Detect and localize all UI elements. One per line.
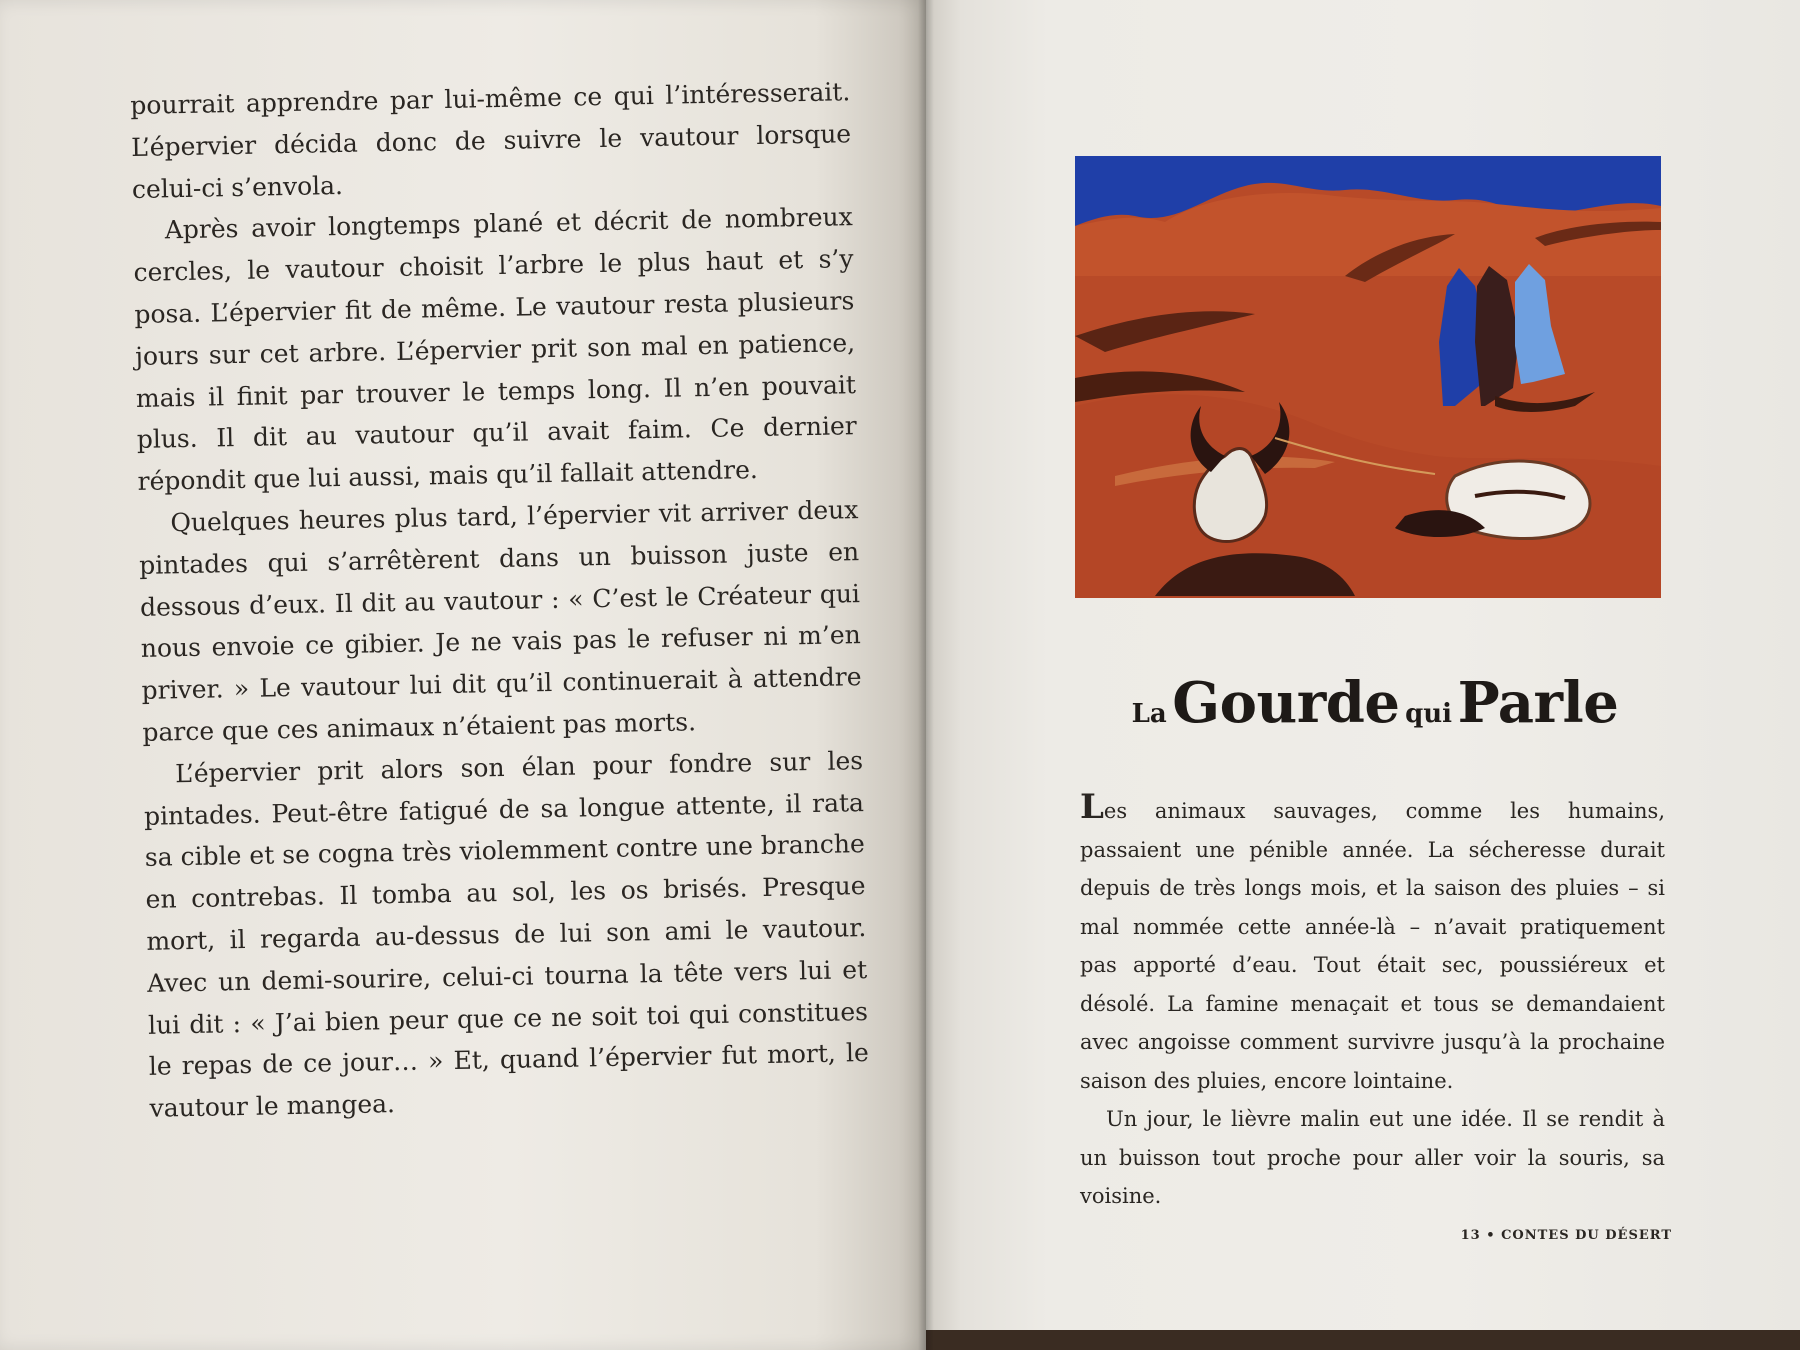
right-page-text bbox=[1080, 787, 1665, 1216]
left-paragraph: Quelques heures plus tard, l’épervier vit arriver deux pintades qui s’arrêtèrent dans un buisson juste en dessous d’eux. Il dit au vautour : « C’est le Créateur qui nous envoie ce gibier. Je ne vais pas le refuser ni m’en priver. » Le vautour lui dit qu’il continuerait à attendre parce que ces animaux n’étaient pas morts. bbox=[138, 495, 862, 747]
left-paragraph: L’épervier prit alors son élan pour fondre sur les pintades. Peut-être fatigué de sa longue attente, il rata sa cible et se cogna très violemment contre une branche en contrebas. Il tomba au sol, les os brisés. Presque mort, il regarda au-dessus de lui son ami le vautour. Avec un demi-sourire, celui-ci tourna la tête vers lui et lui dit : « J’ai bien peur que ce ne soit toi qui constitues le repas de ce jour… » Et, quand l’épervier fut mort, le vautour le mangea. bbox=[143, 745, 869, 1123]
drop-cap: L bbox=[1080, 787, 1104, 827]
right-paragraph bbox=[1080, 787, 1665, 1100]
left-paragraph: pourrait apprendre par lui-même ce qui l’intéresserait. L’épervier décida donc de suivre le vautour lorsque celui-ci s’envola. bbox=[130, 77, 852, 204]
left-paragraph: Après avoir longtemps plané et décrit de nombreux cercles, le vautour choisit l’arbre le plus haut et s’y posa. L’épervier fit de même. Le vautour resta plusieurs jours sur cet arbre. L’épervier prit son mal en patience, mais il finit par trouver le temps long. Il n’en pouvait plus. Il dit au vautour qu’il avait faim. Ce dernier répondit que lui aussi, mais qu’il fallait attendre. bbox=[133, 202, 857, 497]
title-word: Parle bbox=[1457, 670, 1619, 736]
right-paragraph: Un jour, le lièvre malin eut une idée. Il se rendit à un buisson tout proche pour aller voir la souris, sa voisine. bbox=[1080, 1107, 1665, 1208]
book-gutter bbox=[918, 0, 934, 1350]
right-paragraph-rest: es animaux sauvages, comme les humains, passaient une pénible année. La sécheresse durait depuis de très longs mois, et la saison des pluies – si mal nommée cette année-là – n’avait pratiquement pas apporté d’eau. Tout était sec, poussiéreux et désolé. La famine menaçait et tous se demandaient avec angoisse comment survivre jusqu’à la prochaine saison des pluies, encore lointaine. bbox=[1080, 799, 1665, 1093]
title-word: Gourde bbox=[1172, 670, 1400, 736]
page-folio: 13 • CONTES DU DÉSERT bbox=[1460, 1228, 1672, 1243]
title-word: La bbox=[1131, 699, 1167, 729]
story-title bbox=[1080, 670, 1670, 736]
title-word: qui bbox=[1405, 699, 1453, 729]
desert-painting bbox=[1075, 156, 1661, 598]
desert-illustration bbox=[1075, 156, 1661, 598]
left-page-text bbox=[130, 71, 870, 1130]
